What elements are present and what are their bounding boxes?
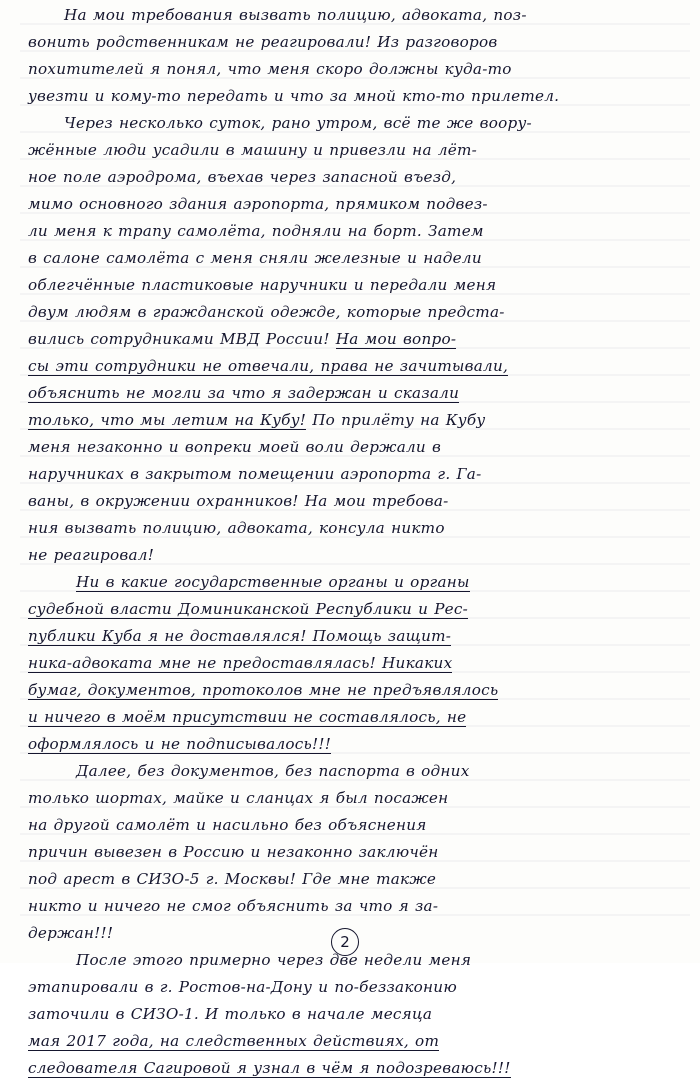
text-line: этапировали в г. Ростов-на-Дону и по-беззаконию	[28, 978, 457, 996]
text-line: не реагировал!	[28, 546, 155, 564]
text-line	[28, 569, 693, 596]
text-line	[28, 704, 693, 731]
underlined-fragment: сы эти сотрудники не отвечали, права не зачитывали,	[28, 357, 509, 375]
text-line	[28, 731, 693, 758]
underlined-fragment: бумаг, документов, протоколов мне не предъявлялось	[28, 681, 499, 699]
text-line: После этого примерно через две недели меня	[76, 951, 472, 969]
text-line: заточили в СИЗО-1. И только в начале месяца	[28, 1005, 433, 1023]
text-fragment: По прилёту на Кубу	[312, 411, 486, 429]
underlined-fragment: и ничего в моём присутствии не составлялось, не	[28, 708, 467, 726]
text-line	[28, 677, 693, 704]
text-line	[28, 380, 693, 407]
paragraph	[28, 947, 693, 1082]
page-number: 2	[331, 928, 359, 956]
text-line: никто и ничего не смог объяснить за что я за-	[28, 897, 439, 915]
text-line: Далее, без документов, без паспорта в одних	[76, 762, 470, 780]
text-line: ное поле аэродрома, въехав через запасной въезд,	[28, 168, 457, 186]
text-line	[28, 650, 693, 677]
text-line	[28, 596, 693, 623]
text-line: только шортах, майке и сланцах я был посажен	[28, 789, 449, 807]
text-line: жённые люди усадили в машину и привезли на лёт-	[28, 141, 478, 159]
underlined-fragment: Ни в какие государственные органы и органы	[76, 573, 470, 591]
paragraph-underlined	[28, 569, 693, 758]
text-line: На мои требования вызвать полицию, адвоката, поз-	[64, 6, 527, 24]
underlined-fragment: судебной власти Доминиканской Республики и Рес-	[28, 600, 469, 618]
underlined-fragment: публики Куба я не доставлялся! Помощь защит-	[28, 627, 452, 645]
text-line: вонить родственникам не реагировали! Из разговоров	[28, 33, 498, 51]
text-line	[28, 407, 693, 434]
paragraph	[28, 110, 693, 569]
text-line: причин вывезен в Россию и незаконно заключён	[28, 843, 439, 861]
text-line: похитителей я понял, что меня скоро должны куда-то	[28, 60, 512, 78]
underlined-fragment: оформлялось и не подписывалось!!!	[28, 735, 332, 753]
underlined-fragment: ника-адвоката мне не предоставлялась! Никаких	[28, 654, 453, 672]
text-line: меня незаконно и вопреки моей воли держали в	[28, 438, 442, 456]
text-line: под арест в СИЗО-5 г. Москвы! Где мне также	[28, 870, 437, 888]
text-line: Через несколько суток, рано утром, всё те же воору-	[64, 114, 532, 132]
underlined-fragment: следователя Сагировой я узнал в чём я подозреваюсь!!!	[28, 1059, 511, 1077]
underlined-fragment: только, что мы летим на Кубу!	[28, 411, 307, 429]
text-line: ваны, в окружении охранников! На мои требова-	[28, 492, 449, 510]
underlined-fragment: объяснить не могли за что я задержан и сказали	[28, 384, 460, 402]
text-line: наручниках в закрытом помещении аэропорта г. Га-	[28, 465, 482, 483]
text-line: на другой самолёт и насильно без объяснения	[28, 816, 427, 834]
text-line: ния вызвать полицию, адвоката, консула никто	[28, 519, 445, 537]
text-line	[28, 1028, 693, 1055]
text-line: облегчённые пластиковые наручники и передали меня	[28, 276, 497, 294]
text-line	[28, 353, 693, 380]
paragraph	[28, 758, 693, 947]
letter-text	[28, 2, 693, 1082]
paragraph	[28, 2, 693, 110]
text-line: ли меня к трапу самолёта, подняли на борт. Затем	[28, 222, 484, 240]
text-line: двум людям в гражданской одежде, которые предста-	[28, 303, 505, 321]
text-fragment: вились сотрудниками МВД России!	[28, 330, 330, 348]
text-line: увезти и кому-то передать и что за мной кто-то прилетел.	[28, 87, 560, 105]
text-line: держан!!!	[28, 924, 114, 942]
text-line: в салоне самолёта с меня сняли железные и надели	[28, 249, 482, 267]
underlined-fragment: мая 2017 года, на следственных действиях, от	[28, 1032, 440, 1050]
underlined-fragment: На мои вопро-	[335, 330, 457, 348]
text-line	[28, 623, 693, 650]
text-line: мимо основного здания аэропорта, прямиком подвез-	[28, 195, 488, 213]
text-line	[28, 1055, 693, 1082]
text-line	[28, 326, 693, 353]
